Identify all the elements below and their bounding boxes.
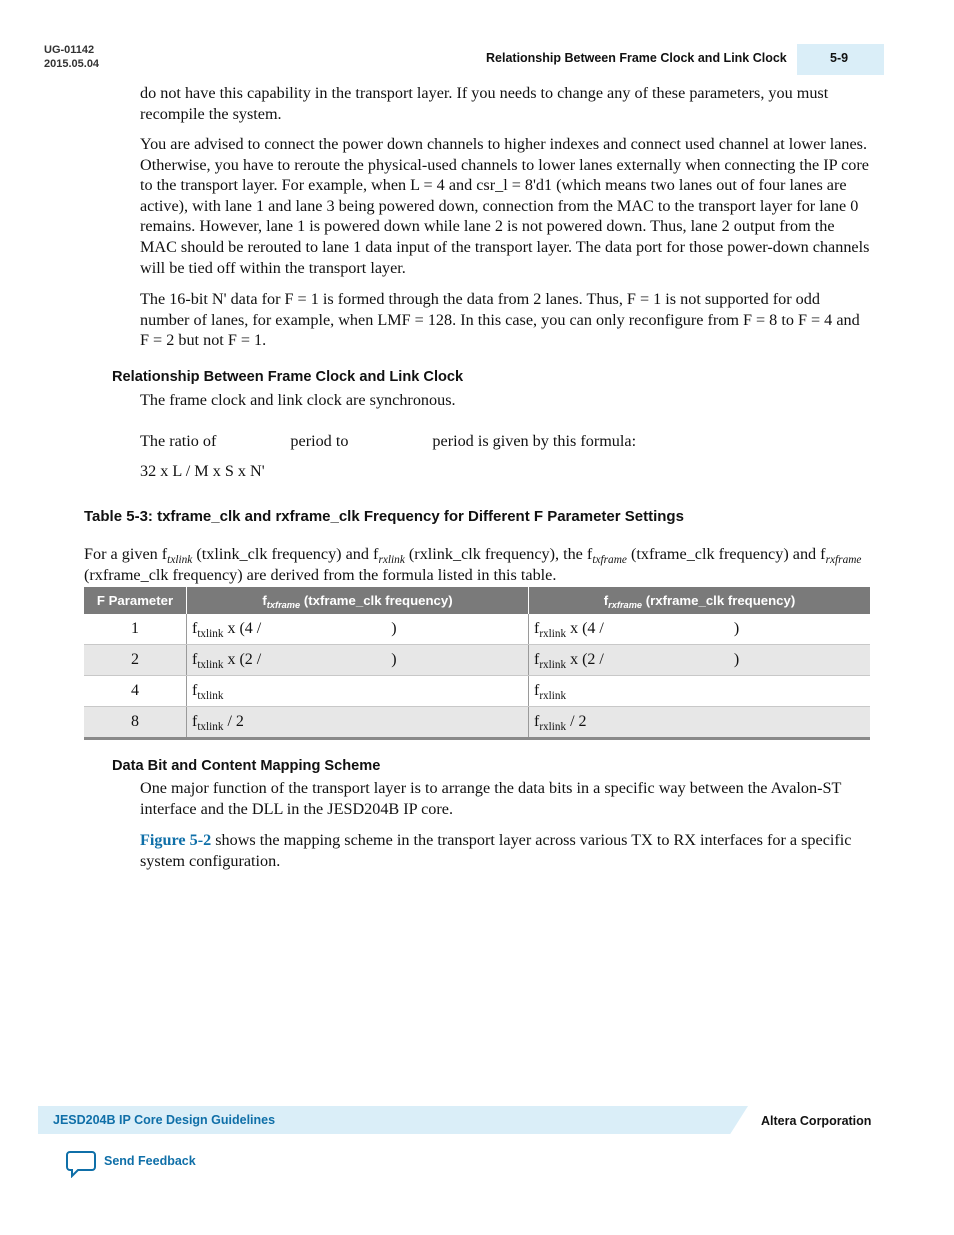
section-heading-data-mapping: Data Bit and Content Mapping Scheme (112, 758, 381, 774)
page-number: 5-9 (830, 51, 849, 65)
intro-text: (txframe_clk frequency) and f (626, 545, 826, 563)
f: f (534, 620, 540, 637)
f: f (534, 651, 540, 668)
header-txframe (187, 587, 529, 614)
cell-f: 2 (84, 645, 187, 676)
table-header-row (84, 587, 870, 614)
cell-f: 1 (84, 614, 187, 645)
sub: rxlink (539, 689, 567, 702)
ratio-text-3: period is given by this formula: (432, 432, 637, 450)
table-caption: Table 5-3: txframe_clk and rxframe_clk Frequency for Different F Parameter Settings (84, 508, 684, 525)
f: f (192, 682, 198, 699)
f: f (192, 651, 198, 668)
intro-sub: txframe (592, 553, 627, 566)
intro-text: (txlink_clk frequency) and f (192, 545, 379, 563)
f: f (192, 713, 198, 730)
paragraph-transport-function: One major function of the transport layer is to arrange the data bits in a specific way between the Avalon-ST interface and the DLL in the JESD204B IP core. (140, 779, 842, 818)
paragraph-ratio (140, 431, 870, 452)
cell-tx (187, 707, 529, 739)
figure-5-2-link[interactable]: Figure 5-2 (140, 831, 212, 849)
paragraph-figure-reference (140, 830, 870, 871)
formula: 32 x L / M x S x N' (140, 462, 265, 480)
cell-rx (529, 614, 871, 645)
table-row (84, 676, 870, 707)
hdr-sub: txframe (266, 600, 301, 611)
intro-text: (rxlink_clk frequency), the f (404, 545, 593, 563)
expr: x (2 / (566, 651, 604, 668)
expr: / 2 (566, 713, 587, 730)
ratio-text-1: The ratio of (140, 432, 217, 450)
page-number-tab (797, 44, 884, 75)
hdr-sub: rxframe (608, 600, 643, 611)
frequency-table (84, 587, 870, 740)
expr: x (2 / (223, 651, 262, 668)
cell-rx (529, 645, 871, 676)
paragraph-capability: do not have this capability in the transport layer. If you needs to change any of these parameters, you must recompile the system. (140, 84, 829, 123)
hdr-rest: (rxframe_clk frequency) (642, 593, 796, 608)
cell-tx (187, 676, 529, 707)
sub: txlink (197, 627, 224, 640)
sub: rxlink (539, 658, 567, 671)
paragraph-16bit-data: The 16-bit N' data for F = 1 is formed through the data from 2 lanes. Thus, F = 1 is not supported for odd number of lanes, for example, when LMF = 128. In this case, you can only reconfigure from F = 8 to F = 4 and F = 2 but not F = 1. (140, 290, 860, 350)
header-f-parameter: F Parameter (84, 587, 187, 614)
close: ) (391, 651, 397, 668)
sub: txlink (197, 689, 224, 702)
sub: rxlink (539, 720, 567, 733)
hdr-rest: (txframe_clk frequency) (300, 593, 453, 608)
f: f (192, 620, 198, 637)
f: f (534, 713, 540, 730)
paragraph-synchronous: The frame clock and link clock are synchronous. (140, 391, 456, 409)
expr: / 2 (223, 713, 244, 730)
send-feedback-link[interactable]: Send Feedback (104, 1154, 196, 1168)
close: ) (391, 620, 397, 637)
intro-text: For a given f (84, 545, 168, 563)
sub: rxlink (539, 627, 567, 640)
header-rxframe (529, 587, 871, 614)
table-row (84, 645, 870, 676)
table-row (84, 614, 870, 645)
hdr-f: f (262, 593, 267, 608)
close: ) (733, 620, 740, 637)
doc-date: 2015.05.04 (44, 58, 100, 70)
sub: txlink (197, 720, 224, 733)
sub: txlink (197, 658, 224, 671)
document-id (44, 43, 99, 71)
intro-text: (rxframe_clk frequency) are derived from the formula listed in this table. (84, 565, 557, 584)
cell-rx (529, 676, 871, 707)
running-header-title: Relationship Between Frame Clock and Link Clock (486, 51, 787, 65)
cell-tx (187, 645, 529, 676)
cell-f: 8 (84, 707, 187, 739)
figure-reference-text: shows the mapping scheme in the transport layer across various TX to RX interfaces for a specific system configuration. (140, 831, 852, 870)
intro-sub: rxframe (825, 553, 862, 566)
expr: x (4 / (223, 620, 262, 637)
table-intro (84, 544, 870, 585)
footer-company: Altera Corporation (761, 1114, 872, 1128)
section-heading-frame-link-clock: Relationship Between Frame Clock and Link Clock (112, 369, 464, 385)
intro-sub: txlink (167, 553, 193, 566)
cell-f: 4 (84, 676, 187, 707)
footer-guide-title[interactable]: JESD204B IP Core Design Guidelines (53, 1113, 276, 1127)
close: ) (733, 651, 740, 668)
speech-bubble-icon[interactable] (66, 1150, 96, 1178)
cell-rx (529, 707, 871, 739)
cell-tx (187, 614, 529, 645)
intro-sub: rxlink (378, 553, 405, 566)
f: f (534, 682, 540, 699)
ratio-text-2: period to (290, 432, 349, 450)
expr: x (4 / (566, 620, 604, 637)
doc-number: UG-01142 (44, 44, 95, 56)
table-row (84, 707, 870, 739)
hdr-f: f (603, 593, 609, 608)
paragraph-power-down-channels: You are advised to connect the power down channels to higher indexes and connect used channel at lower lanes. Otherwise, you have to reroute the physical-used channels to lower lanes externally when connecting the IP core to the transport layer. For example, when L = 4 and csr_l = 8'd1 (which means two lanes out of four lanes are active), with lane 1 and lane 3 being powered down, connection from the MAC to the transport layer for lane 0 remains. However, lane 1 is powered down while lane 2 is not powered down. Thus, lane 2 output from the MAC should be rerouted to lane 1 data input of the transport layer. The data port for those power-down channels will be tied off within the transport layer. (140, 135, 870, 277)
